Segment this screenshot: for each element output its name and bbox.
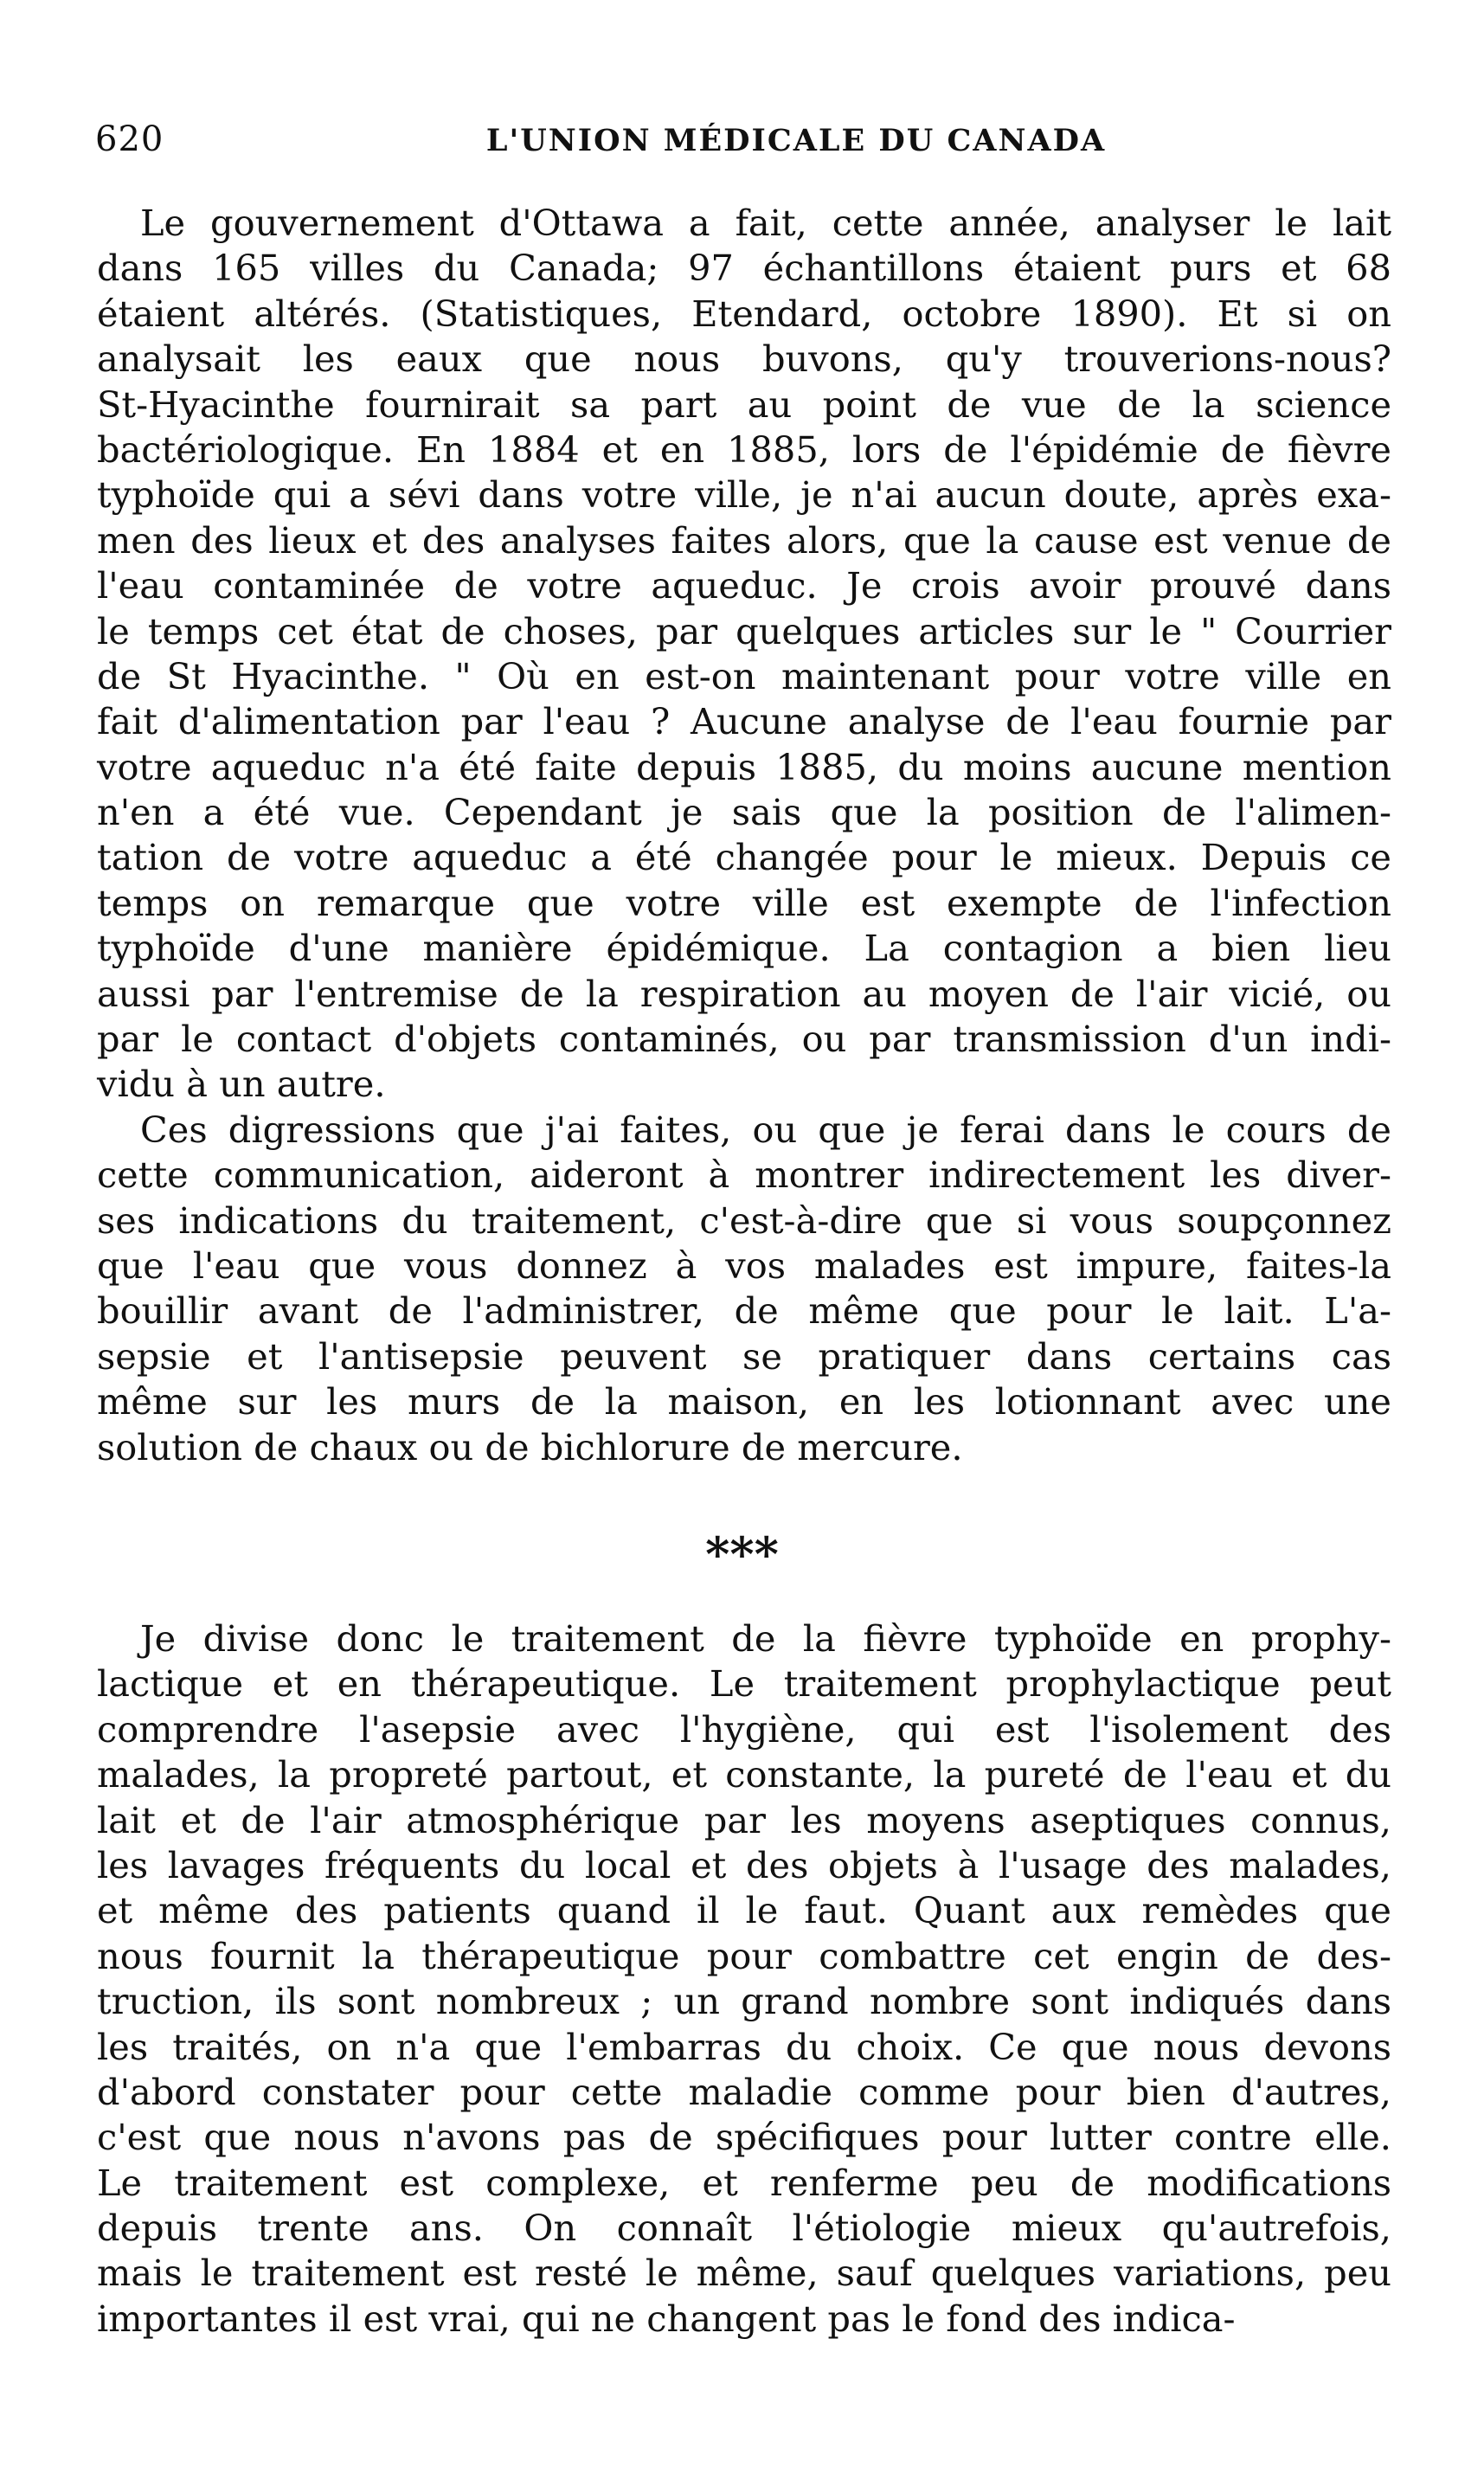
text-line: aussi par l'entremise de la respiration au moyen de l'air vicié, ou [97,972,1391,1015]
text-line: d'abord constater pour cette maladie comme pour bien d'autres, [97,2070,1391,2113]
text-line: ses indications du traitement, c'est-à-dire que si vous soupçonnez [97,1198,1391,1242]
text-line: comprendre l'asepsie avec l'hygiène, qui est l'isolement des [97,1707,1391,1751]
text-line: fait d'alimentation par l'eau ? Aucune analyse de l'eau fournie par [97,700,1391,743]
text-line: que l'eau que vous donnez à vos malades est impure, faites-la [97,1243,1391,1287]
text-line: lait et de l'air atmosphérique par les moyens aseptiques connus, [97,1798,1391,1841]
text-line: étaient altérés. (Statistiques, Etendard, octobre 1890). Et si on [97,292,1391,335]
text-line: le temps cet état de choses, par quelques articles sur le " Courrier [97,609,1391,652]
text-line: nous fournit la thérapeutique pour combattre cet engin de des- [97,1934,1391,1977]
text-line: solution de chaux ou de bichlorure de mercure. [97,1425,963,1468]
text-line: de St Hyacinthe. " Où en est-on maintenant pour votre ville en [97,654,1391,697]
text-line: Je divise donc le traitement de la fièvre typhoïde en prophy- [140,1617,1391,1660]
body-text-section-2 [97,1616,1391,2342]
text-line: les traités, on n'a que l'embarras du choix. Ce que nous devons [97,2025,1391,2068]
text-line: dans 165 villes du Canada; 97 échantillons étaient purs et 68 [97,247,1391,290]
text-line: bactériologique. En 1884 et en 1885, lors de l'épidémie de fièvre [97,427,1391,471]
paragraph [97,201,1391,1108]
text-line: vidu à un autre. [97,1063,386,1106]
text-line: men des lieux et des analyses faites alors, que la cause est venue de [97,518,1391,562]
text-line: tation de votre aqueduc a été changée pour le mieux. Depuis ce [97,836,1391,879]
text-line: les lavages fréquents du local et des objets à l'usage des malades, [97,1843,1391,1886]
text-line: par le contact d'objets contaminés, ou par transmission d'un indi- [97,1018,1391,1061]
text-line: analysait les eaux que nous buvons, qu'y trouverions-nous? [97,337,1391,381]
text-line: votre aqueduc n'a été faite depuis 1885, du moins aucune mention [97,745,1391,788]
running-title: L'UNION MÉDICALE DU CANADA [485,123,1107,158]
text-line: l'eau contaminée de votre aqueduc. Je crois avoir prouvé dans [97,564,1391,607]
text-line: typhoïde d'une manière épidémique. La contagion a bien lieu [97,927,1391,970]
text-line: Le traitement est complexe, et renferme peu de modifications [97,2161,1391,2204]
text-line: bouillir avant de l'administrer, de même que pour le lait. L'a- [97,1289,1391,1333]
text-line: importantes il est vrai, qui ne changent pas le fond des indica- [97,2297,1236,2340]
text-line: depuis trente ans. On connaît l'étiologie mieux qu'autrefois, [97,2207,1391,2250]
text-line: mais le traitement est resté le même, sauf quelques variations, peu [97,2252,1391,2295]
paragraph [97,1108,1391,1470]
text-line: Le gouvernement d'Ottawa a fait, cette année, analyser le lait [140,202,1391,244]
text-line: temps on remarque que votre ville est exempte de l'infection [97,881,1391,924]
asterism-separator: *** [705,1526,779,1582]
text-line: et même des patients quand il le faut. Quant aux remèdes que [97,1889,1391,1932]
text-line: typhoïde qui a sévi dans votre ville, je n'ai aucun doute, après exa- [97,473,1391,517]
text-line: cette communication, aideront à montrer indirectement les diver- [97,1153,1391,1197]
text-line: c'est que nous n'avons pas de spécifiques pour lutter contre elle. [97,2116,1391,2159]
text-line: St-Hyacinthe fournirait sa part au point de vue de la science [97,382,1391,426]
text-line: malades, la propreté partout, et constante, la pureté de l'eau et du [97,1753,1391,1796]
body-text-section-1 [97,201,1391,1470]
text-line: truction, ils sont nombreux ; un grand nombre sont indiqués dans [97,1980,1391,2023]
text-line: sepsie et l'antisepsie peuvent se pratiquer dans certains cas [97,1334,1391,1378]
page-header [95,119,1393,171]
text-line: Ces digressions que j'ai faites, ou que je ferai dans le cours de [140,1108,1391,1151]
page-number: 620 [95,119,164,159]
paragraph [97,1616,1391,2342]
text-line: même sur les murs de la maison, en les lotionnant avec une [97,1380,1391,1423]
text-line: n'en a été vue. Cependant je sais que la position de l'alimen- [97,791,1391,834]
text-line: lactique et en thérapeutique. Le traitement prophylactique peut [97,1662,1391,1706]
